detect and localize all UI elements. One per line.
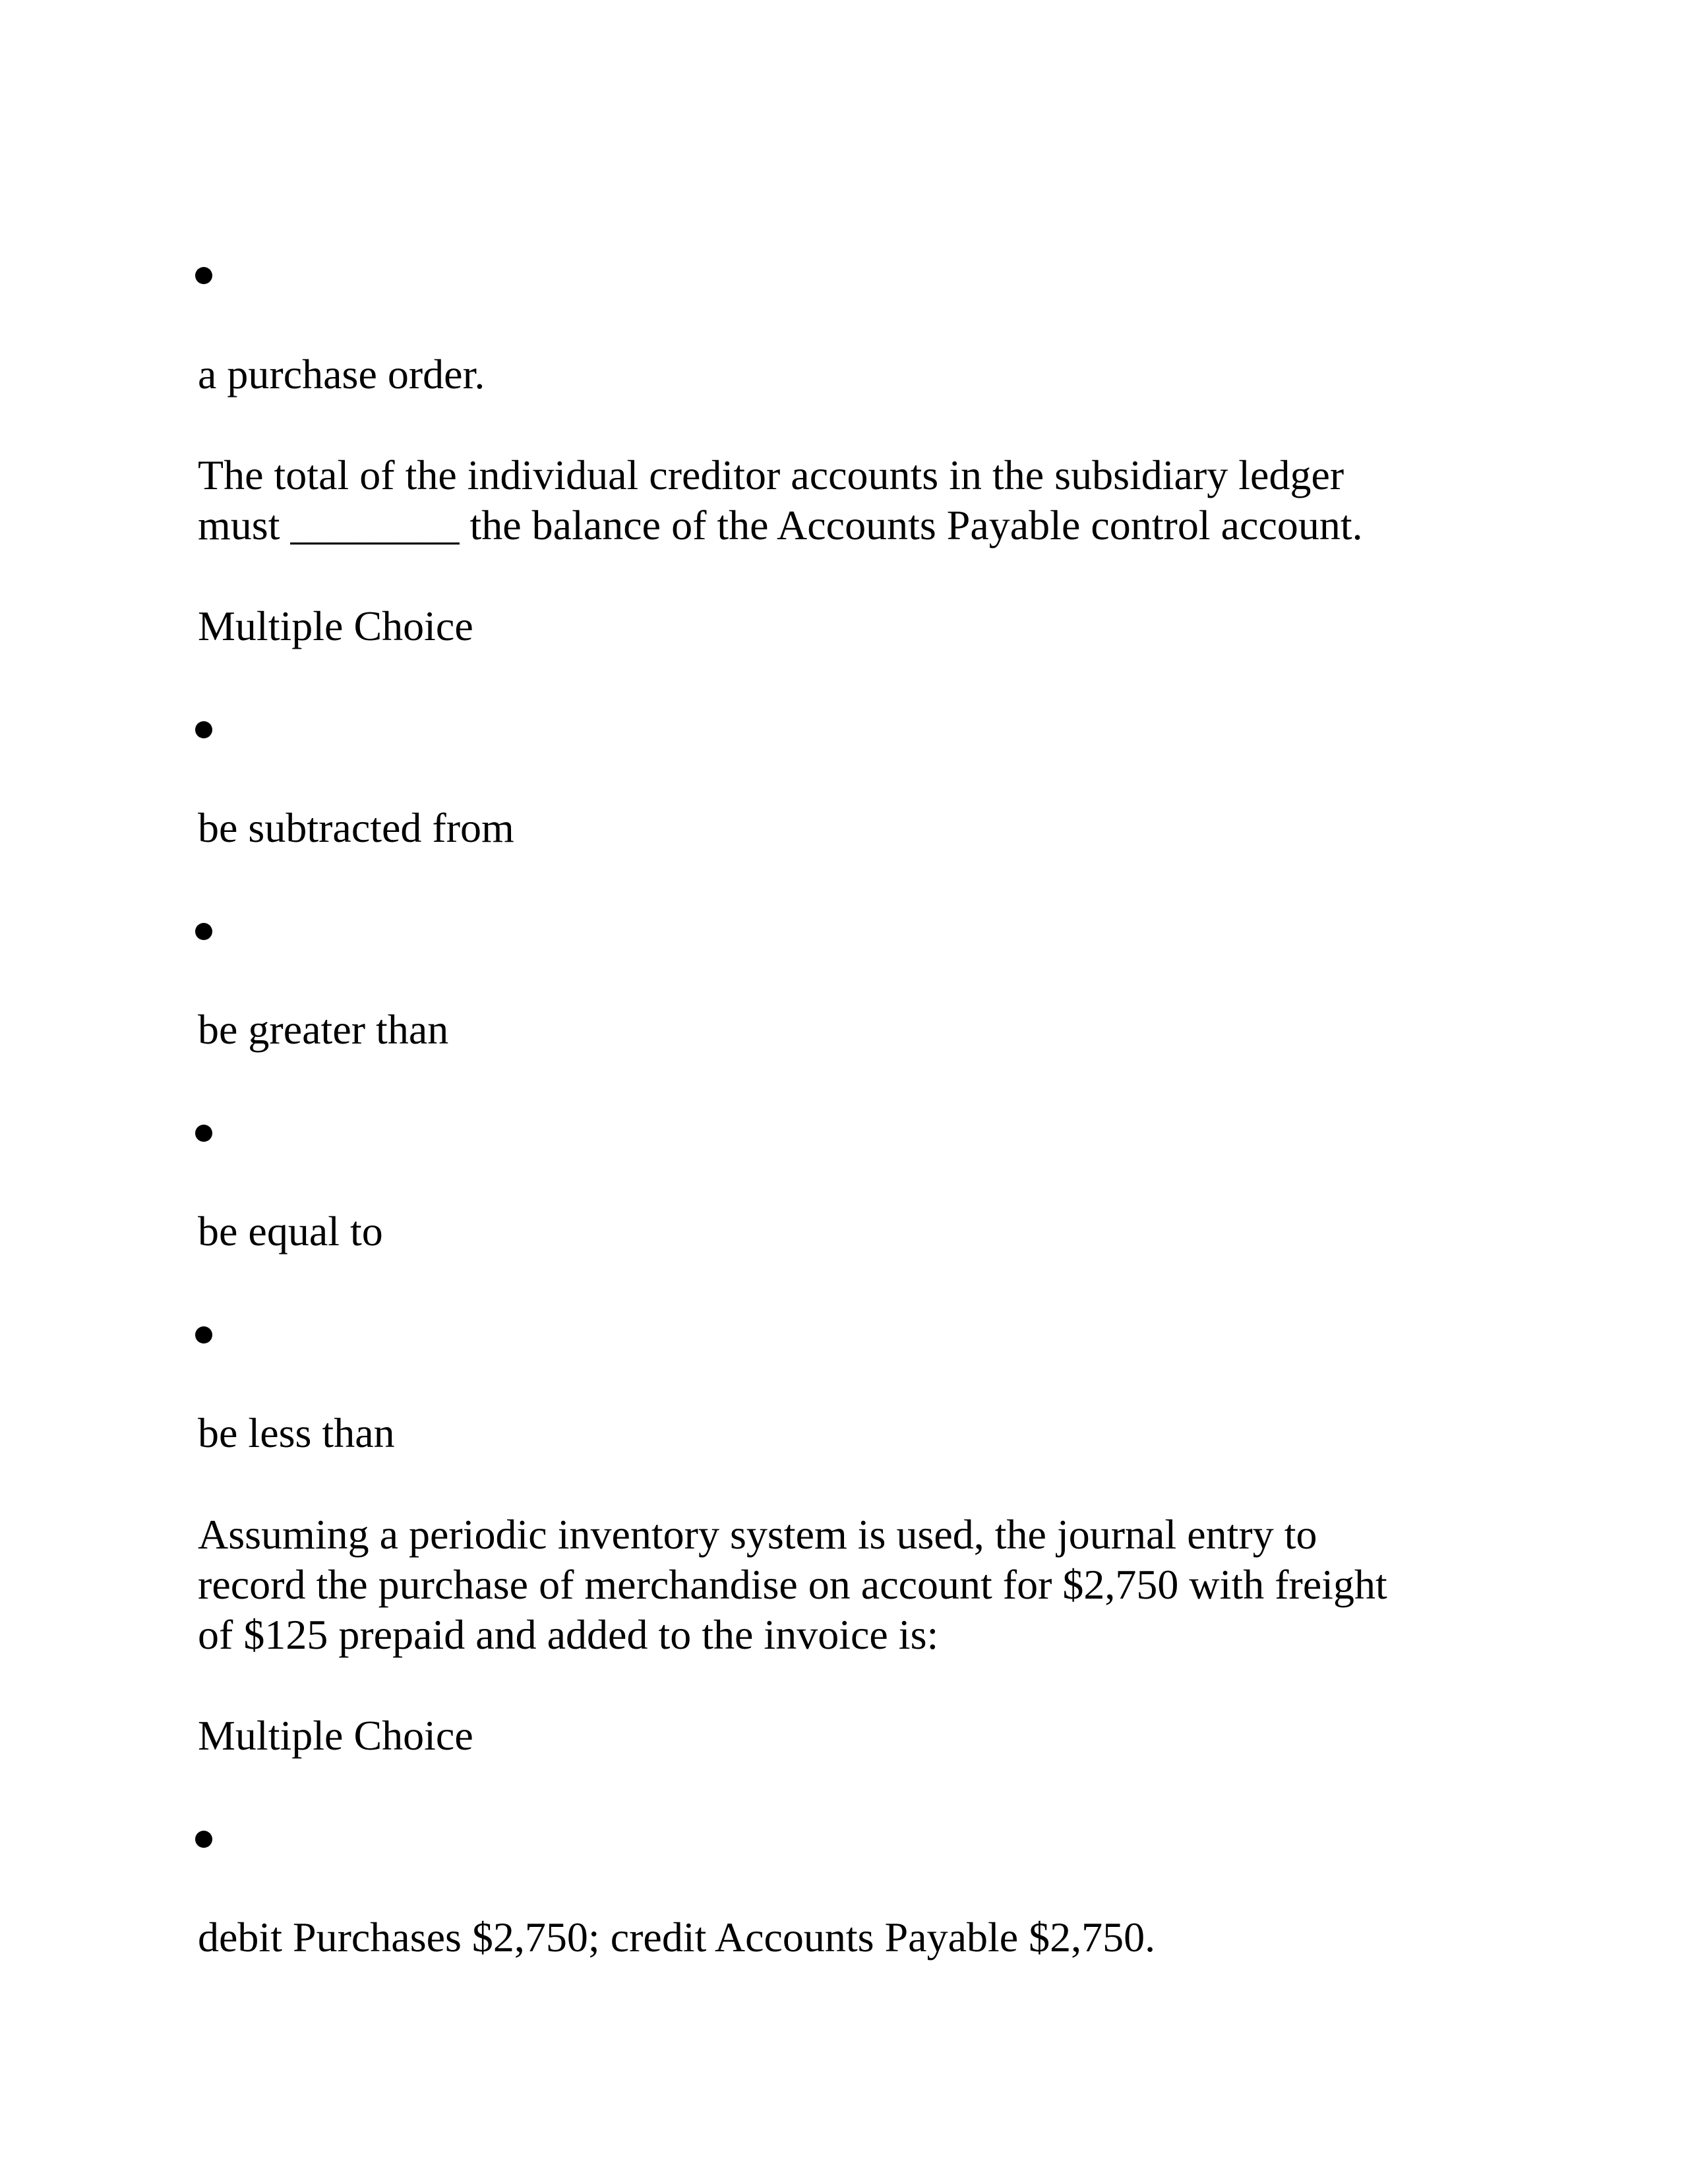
answer-option[interactable]: be subtracted from xyxy=(198,804,514,851)
question-line: Assuming a periodic inventory system is used, the journal entry to xyxy=(198,1511,1317,1558)
option-bullet xyxy=(195,267,212,284)
option-bullet xyxy=(195,923,212,940)
question-type-label: Multiple Choice xyxy=(198,603,473,649)
question-text xyxy=(198,450,1490,550)
option-bullet xyxy=(195,721,212,738)
answer-option: a purchase order. xyxy=(198,351,485,398)
option-bullet xyxy=(195,1831,212,1848)
question-line: The total of the individual creditor accounts in the subsidiary ledger xyxy=(198,452,1344,498)
question-text-before-blank: must xyxy=(198,502,280,548)
question-line xyxy=(198,500,1490,550)
question-line: of $125 prepaid and added to the invoice is: xyxy=(198,1611,939,1658)
answer-option[interactable]: be greater than xyxy=(198,1006,449,1053)
question-line: record the purchase of merchandise on account for $2,750 with freight xyxy=(198,1561,1387,1608)
question-text xyxy=(198,1510,1490,1660)
question-text-after-blank: the balance of the Accounts Payable control account. xyxy=(469,502,1363,548)
option-bullet xyxy=(195,1326,212,1343)
answer-option[interactable]: debit Purchases $2,750; credit Accounts Payable $2,750. xyxy=(198,1914,1156,1961)
fill-in-blank: ________ xyxy=(290,502,460,548)
question-type-label: Multiple Choice xyxy=(198,1712,473,1759)
answer-option[interactable]: be less than xyxy=(198,1409,395,1456)
answer-option[interactable]: be equal to xyxy=(198,1208,383,1254)
option-bullet xyxy=(195,1125,212,1142)
